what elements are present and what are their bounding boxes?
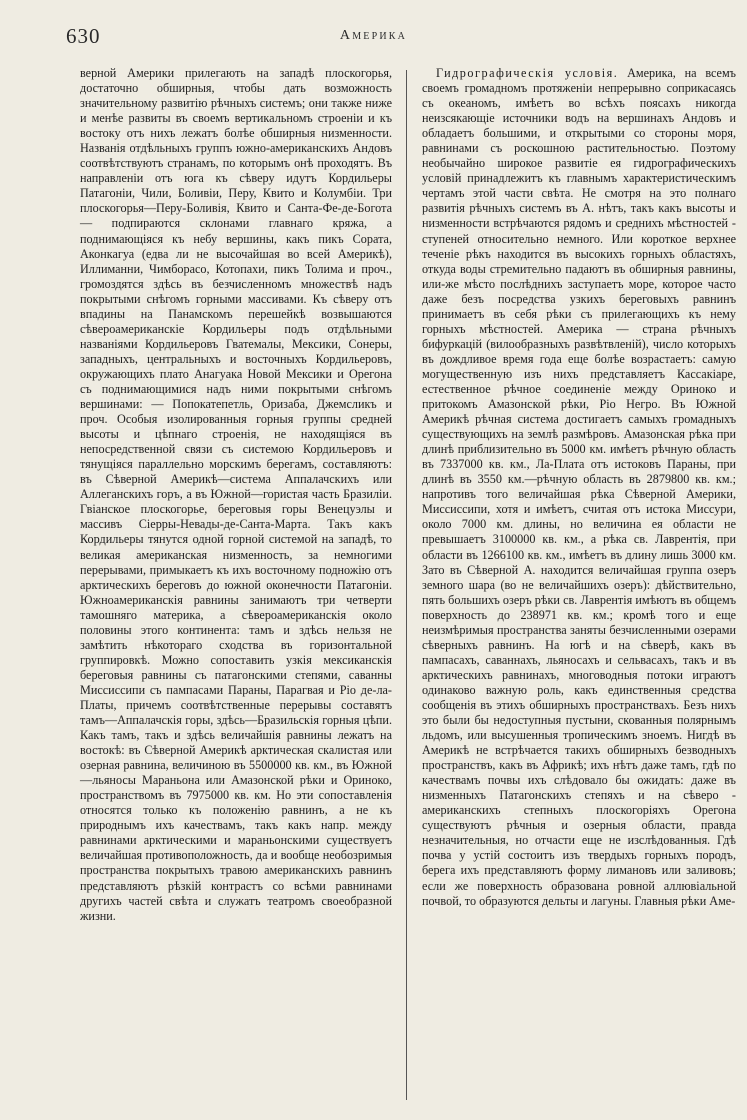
column-divider (406, 70, 407, 1100)
left-column (80, 66, 392, 924)
running-head: Америка (339, 28, 408, 43)
page-header (0, 0, 747, 60)
right-column (422, 66, 736, 909)
right-column-text: Америка, на всемъ своемъ громадномъ протяженіи непрерывно соприкасаясь съ океаномъ, имѣетъ во всѣхъ поясахъ никогда неизсякающіе источники водъ на вершинахъ Андовъ и обладаетъ большими, и открытыми со стороны моря, равнинами съ роскошною растительностью. Поэтому необычайно широкое развитіе ея гидрографическихъ условій принадлежитъ къ главнымъ характеристическимъ чертамъ этой части свѣта. Не смотря на это полнаго развитія рѣчныхъ системъ въ А. нѣтъ, такъ какъ высоты и низменности встрѣчаются рядомъ и среднихъ мѣстностей - ступеней относительно немного. Или короткое верхнее теченіе рѣкъ находится въ высокихъ горныхъ областяхъ, откуда воды стремительно падаютъ въ обширныя равнины, или-же мѣсто послѣднихъ заступаетъ море, которое часто даже безъ посредства узкихъ береговыхъ равнинъ принимаетъ въ себя рѣки съ прилегающихъ къ нему горныхъ мѣстностей. Америка — страна рѣчныхъ бифуркацій (вилообразныхъ развѣтвленій), число которыхъ въ дождливое время года еще болѣе возрастаетъ: самую могущественную изъ нихъ представляетъ Кассакіаре, естественное рѣчное соединеніе между Ориноко и притокомъ Амазонской рѣки, Ріо Негро. Въ Южной Америкѣ рѣчная система достигаетъ самыхъ громадныхъ существующихъ на землѣ размѣровъ. Амазонская рѣка при длинѣ приблизительно въ 5000 км. имѣетъ рѣчную область въ 7337000 кв. км., Ла-Плата отъ истоковъ Параны, при длинѣ въ 3550 км.—рѣчную область въ 2879800 кв. км.; напротивъ того величайшая рѣка Сѣверной Америки, Миссиссипи, хотя и имѣетъ, считая отъ истока Миссури, около 7000 км. длины, но величина ея области не превышаетъ 3100000 кв. км., а рѣка св. Лаврентія, при области въ 1266100 кв. км., имѣетъ въ длину лишь 3000 км. Зато въ Сѣверной А. находится величайшая группа озеръ земного шара (во не величайшихъ озеръ): дѣйствительно, пять большихъ озеръ рѣки св. Лаврентія имѣютъ въ общемъ поверхность до 238971 кв. км.; кромѣ того и еще неизмѣримыя пространства заняты безчисленными озерами сѣверныхъ равнинъ. На югѣ и на сѣверѣ, какъ въ пампасахъ, саваннахъ, льяносахъ и сельвасахъ, такъ и въ арктическихъ равнинахъ, многоводныя потоки играютъ одинаково важную роль, какъ единственныя средства сообщенія въ этихъ обширныхъ пространствахъ. Безъ нихъ это были бы недоступныя пустыни, скованныя полярнымъ льдомъ, или высушенныя тропическимъ зноемъ. Нигдѣ въ Америкѣ не встрѣчается такихъ обширныхъ безводныхъ пространствъ, какъ въ Африкѣ; ихъ нѣтъ даже тамъ, гдѣ по качествамъ почвы ихъ слѣдовало бы ожидать: даже въ низменныхъ Патагонскихъ степяхъ и на сѣверо - американскихъ степныхъ плоскогоріяхъ Орегона существуютъ рѣчныя и озерныя области, правда незначительныя, но отчасти еще не изслѣдованныя. Гдѣ почва у устій состоитъ изъ твердыхъ горныхъ породъ, берега ихъ представляютъ форму лимановъ или заливовъ; если же поверхность образована ровной аллювіальной почвой, то образуются дельты и лагуны. Главныя рѣки Аме- (422, 66, 736, 908)
section-heading: Гидрографическія условія. (436, 66, 619, 80)
page-number: 630 (66, 24, 101, 48)
left-column-text: верной Америки прилегають на западѣ плоскогорья, достаточно обширныя, чтобы дать возможность значительному развитію рѣчныхъ системъ; они также ниже и менѣе развиты въ своемъ вертикальномъ строеніи и къ востоку отъ нихъ лежатъ болѣе обширныя низменности. Названія отдѣльныхъ группъ южно-американскихъ Андовъ соотвѣтствуютъ странамъ, по которымъ онѣ проходятъ. Въ направленіи отъ юга къ сѣверу идутъ Кордильеры Патагоніи, Чили, Боливіи, Перу, Квито и Колумбіи. Три плоскогорья—Перу-Боливія, Квито и Санта-Фе-де-Богота — подпираются склонами главнаго кряжа, а поднимающіяся къ небу вершины, какъ пикъ Сората, Аконкагуа (едва ли не высочайшая во всей Америкѣ), Иллиманни, Чимборасо, Котопахи, пикъ Толима и проч., громоздятся здѣсь въ безчисленномъ множествѣ надъ покрытыми снѣгомъ горными массивами. Къ сѣверу отъ впадины на Панамскомъ перешейкѣ возвышаются сѣвероамериканскіе Кордильеры подъ отдѣльными названіями Кордильеровъ Гватемалы, Мексики, Сонеры, западныхъ, центральныхъ и восточныхъ Кордильеровъ, окружающихъ плато Анагуака Новой Мексики и Орегона съ поднимающимися надъ ними покрытыми снѣгомъ вершинами: — Попокатепетль, Оризаба, Джемсликъ и проч. Особыя изолированныя горныя группы средней высоты и цѣпнаго строенія, не находящіяся въ непосредственной связи съ системою Кордильеровъ и тянущіяся параллельно морскимъ берегамъ, составляютъ: въ Сѣверной Америкѣ—система Аппалачскихъ или Аллеганскихъ горъ, а въ Южной—гористая часть Бразиліи. Гвіанское плоскогорье, береговыя горы Венецуэлы и массивъ Сіерры-Невады-де-Санта-Марта. Такъ какъ Кордильеры тянутся одной горной системой на западѣ, то великая американская низменность, за немногими перерывами, примыкаетъ къ ихъ восточному подножію отъ арктическихъ береговъ до южной оконечности Патагоніи. Южноамериканскія равнины занимаютъ три четверти тамошняго материка, а сѣвероамериканскія около половины этого континента: тамъ и здѣсь нельзя не замѣтить нѣкотораго сходства въ горизонтальной группировкѣ. Можно сопоставить узкія мексиканскія береговыя равнины съ патагонскими степями, саванны Миссиссипи съ пампасами Параны, Парагвая и Ріо де-ла-Платы, причемъ соотвѣтственные перерывы составятъ тамъ—Аппалачскія горы, здѣсь—Бразильскія горныя цѣпи. Какъ тамъ, такъ и здѣсь величайшія равнины лежатъ на востокѣ: въ Сѣверной Америкѣ арктическая скалистая или озерная равнина, величиною въ 5500000 кв. км., въ Южной—льяносы Мараньона или Амазонской рѣки и Ориноко, пространствомъ въ 7975000 кв. км. Но эти сопоставленія относятся только къ положенію равнинъ, а не къ природнымъ ихъ качествамъ, такъ какъ напр. между равнинами арктическими и мараньонскими существуетъ величайшая противоположность, да и вообще необозримыя пространства покрытыхъ травою американскихъ равнинъ представляютъ рѣзкій контрастъ со всѣми равнинами другихъ частей свѣта и служатъ театромъ своеобразной жизни. (80, 66, 392, 923)
